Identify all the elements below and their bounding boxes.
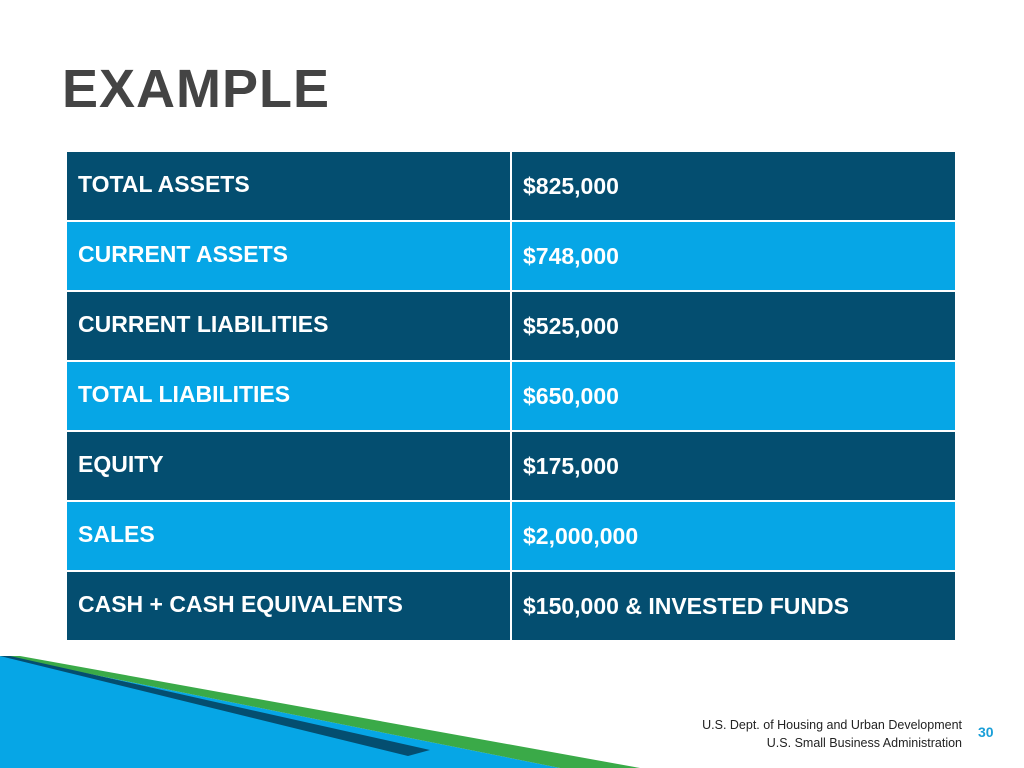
row-label: CURRENT LIABILITIES: [67, 291, 511, 361]
row-label: CASH + CASH EQUIVALENTS: [67, 571, 511, 640]
footer-line-sba: U.S. Small Business Administration: [766, 736, 962, 750]
page-number: 30: [978, 724, 994, 740]
table-row: [67, 431, 955, 501]
row-value: $825,000: [511, 152, 955, 221]
table-row: [67, 361, 955, 431]
row-value: $525,000: [511, 291, 955, 361]
row-label: TOTAL LIABILITIES: [67, 361, 511, 431]
table-row: [67, 221, 955, 291]
row-value: $748,000: [511, 221, 955, 291]
table-row: [67, 571, 955, 640]
slide-title: EXAMPLE: [62, 59, 331, 119]
table-row: [67, 291, 955, 361]
row-label: EQUITY: [67, 431, 511, 501]
footer-line-hud: U.S. Dept. of Housing and Urban Development: [702, 718, 962, 732]
footer-organizations: [702, 716, 962, 752]
row-label: CURRENT ASSETS: [67, 221, 511, 291]
row-label: SALES: [67, 501, 511, 571]
financial-data-table: [67, 152, 955, 640]
table-row: [67, 501, 955, 571]
row-value: $2,000,000: [511, 501, 955, 571]
row-value: $150,000 & INVESTED FUNDS: [511, 571, 955, 640]
row-value: $175,000: [511, 431, 955, 501]
row-label: TOTAL ASSETS: [67, 152, 511, 221]
row-value: $650,000: [511, 361, 955, 431]
table-row: [67, 152, 955, 221]
